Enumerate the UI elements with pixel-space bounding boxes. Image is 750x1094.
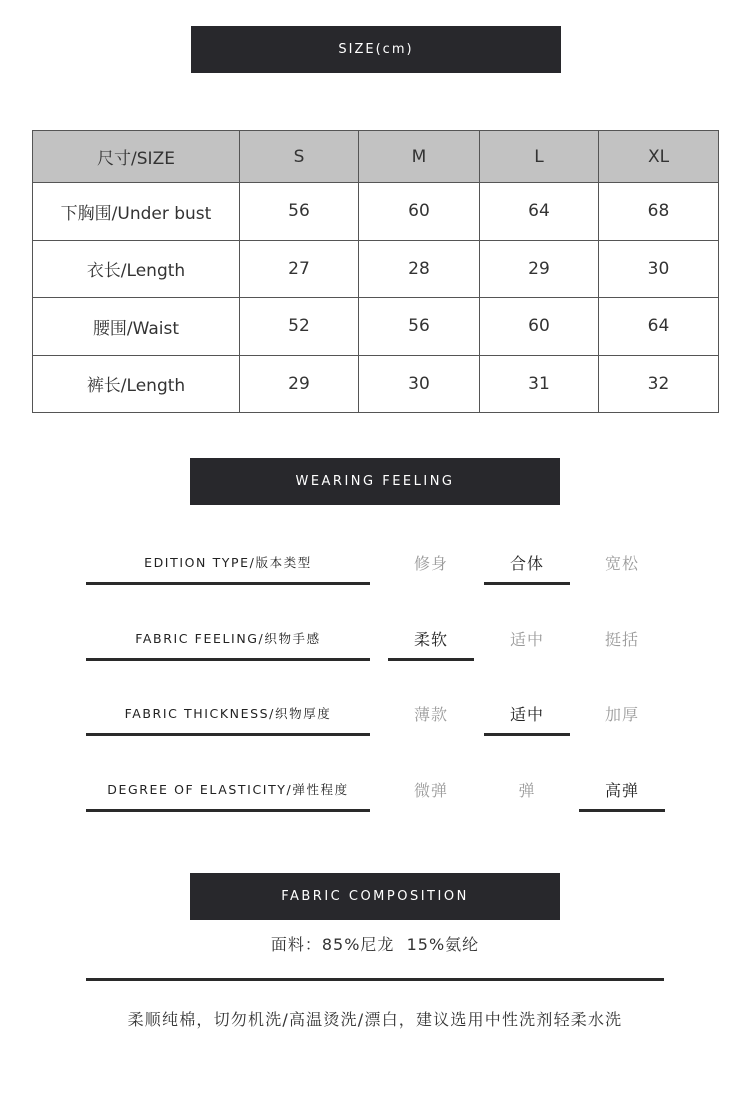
table-cell: 29 — [480, 240, 599, 298]
feeling-underline — [86, 809, 370, 812]
table-cell: 32 — [599, 355, 719, 413]
header-s: S — [240, 131, 359, 183]
table-cell: 64 — [480, 183, 599, 241]
row-label: 衣长/Length — [33, 240, 240, 298]
table-cell: 56 — [359, 298, 480, 356]
feeling-underline — [86, 582, 370, 585]
table-cell: 52 — [240, 298, 359, 356]
feeling-option-selected: 高弹 — [579, 769, 665, 809]
feeling-option: 弹 — [518, 780, 536, 800]
header-xl: XL — [599, 131, 719, 183]
feeling-option-selected: 柔软 — [388, 618, 474, 658]
size-table — [32, 130, 719, 413]
table-cell: 28 — [359, 240, 480, 298]
feeling-label: FABRIC THICKNESS/织物厚度 — [124, 706, 332, 721]
table-cell: 30 — [599, 240, 719, 298]
table-cell: 27 — [240, 240, 359, 298]
feeling-label: EDITION TYPE/版本类型 — [144, 555, 312, 570]
feeling-option: 加厚 — [604, 704, 639, 724]
feeling-option: 薄款 — [413, 704, 448, 724]
row-label: 下胸围/Under bust — [33, 183, 240, 241]
feeling-option: 适中 — [509, 629, 544, 649]
table-cell: 68 — [599, 183, 719, 241]
table-cell: 30 — [359, 355, 480, 413]
feeling-option: 挺括 — [604, 629, 639, 649]
feeling-option-selected: 适中 — [484, 693, 570, 733]
table-cell: 29 — [240, 355, 359, 413]
size-banner: SIZE(cm) — [191, 26, 561, 73]
table-row — [33, 183, 719, 241]
table-cell: 60 — [359, 183, 480, 241]
feeling-row-fabric-feeling — [0, 618, 750, 658]
feeling-row-elasticity — [0, 769, 750, 809]
table-row — [33, 355, 719, 413]
row-label: 裤长/Length — [33, 355, 240, 413]
table-cell: 56 — [240, 183, 359, 241]
table-cell: 60 — [480, 298, 599, 356]
table-row — [33, 298, 719, 356]
care-instructions: 柔顺纯棉，切勿机洗/高温烫洗/漂白，建议选用中性洗剂轻柔水洗 — [127, 1010, 623, 1029]
header-m: M — [359, 131, 480, 183]
size-table-header-row — [33, 131, 719, 183]
feeling-option: 微弹 — [413, 780, 448, 800]
divider — [86, 978, 664, 981]
feeling-underline — [86, 733, 370, 736]
table-row — [33, 240, 719, 298]
feeling-option: 宽松 — [604, 553, 639, 573]
table-cell: 64 — [599, 298, 719, 356]
feeling-row-edition-type — [0, 542, 750, 582]
row-label: 腰围/Waist — [33, 298, 240, 356]
header-size: 尺寸/SIZE — [33, 131, 240, 183]
header-l: L — [480, 131, 599, 183]
feeling-option-selected: 合体 — [484, 542, 570, 582]
feeling-option: 修身 — [413, 553, 448, 573]
fabric-composition-banner: FABRIC COMPOSITION — [190, 873, 560, 920]
feeling-row-fabric-thickness — [0, 693, 750, 733]
feeling-underline — [86, 658, 370, 661]
wearing-feeling-banner: WEARING FEELING — [190, 458, 560, 505]
table-cell: 31 — [480, 355, 599, 413]
feeling-label: DEGREE OF ELASTICITY/弹性程度 — [107, 782, 349, 797]
fabric-composition-text: 面料：85%尼龙 15%氨纶 — [270, 935, 480, 954]
feeling-label: FABRIC FEELING/织物手感 — [135, 631, 321, 646]
